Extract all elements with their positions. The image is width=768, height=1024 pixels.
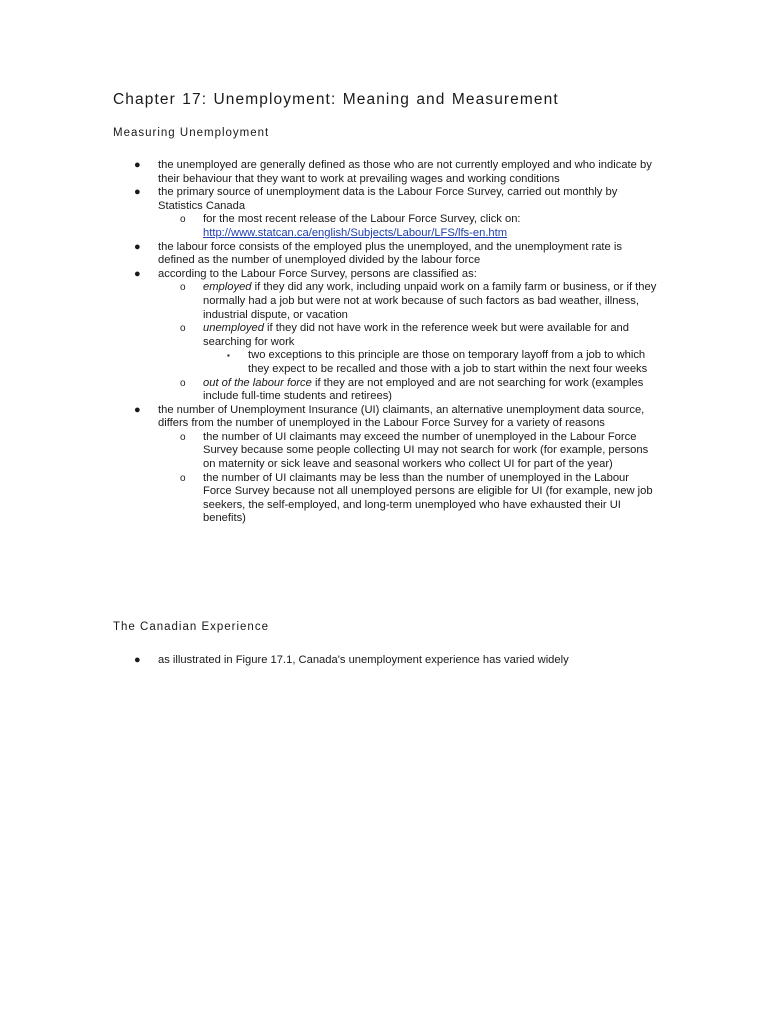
list-item-text: according to the Labour Force Survey, persons are classified as: (158, 267, 477, 280)
bullet-marker: ● (134, 654, 141, 666)
bullet-marker: ● (134, 403, 141, 416)
list-item-text: the primary source of unemployment data is the Labour Force Survey, carried out monthly by Statistics Canada (158, 186, 618, 212)
list-item (134, 159, 658, 186)
term-employed: employed (203, 281, 252, 294)
section-heading-canadian-experience: The Canadian Experience (113, 621, 269, 633)
list-item (180, 376, 658, 404)
list-item-text: the unemployed are generally defined as those who are not currently employed and who indicate by their behaviour that they want to work at prevailing wages and working conditions (158, 159, 652, 185)
term-out-of-labour-force: out of the labour force (203, 376, 312, 389)
list-item-text: as illustrated in Figure 17.1, Canada's unemployment experience has varied widely (158, 654, 569, 666)
list-item (180, 430, 658, 472)
list-item (180, 322, 658, 349)
list-item-text (203, 281, 658, 322)
list-item-text: the number of UI claimants may exceed the number of unemployed in the Labour Force Survey because some people collecting UI may not search for work (for example, persons on maternity or sick leave and seasonal workers who collect UI for part of the year) (203, 430, 649, 471)
section-heading-measuring: Measuring Unemployment (113, 127, 270, 139)
list-item-text: the number of UI claimants may be less than the number of unemployed in the Labour Force Survey because not all unemployed persons are eligible for UI (for example, new job seekers, the self-employed, and long-term unemployed who have exhausted their UI benefits) (203, 471, 653, 525)
term-employed-definition: if they did any work, including unpaid work on a family farm or business, or if they normally had a job but were not at work because of such factors as bad weather, illness, industrial dispute, or vacation (203, 281, 657, 321)
list-item-text: the labour force consists of the employed plus the unemployed, and the unemployment rate is defined as the number of unemployed divided by the labour force (158, 240, 622, 267)
list-item (134, 403, 658, 431)
list-item (134, 654, 658, 668)
list-item (180, 281, 658, 322)
canadian-experience-list (0, 654, 768, 668)
list-item-text (203, 377, 658, 404)
bullet-marker: ● (134, 159, 141, 171)
list-item (134, 186, 658, 213)
term-out-of-labour-force-definition: if they are not employed and are not searching for work (examples include full-time students and retirees) (203, 376, 644, 403)
statcan-lfs-link[interactable]: http://www.statcan.ca/english/Subjects/Labour/LFS/lfs-en.htm (203, 226, 508, 239)
circle-marker: o (180, 377, 186, 389)
circle-marker: o (180, 282, 186, 294)
circle-marker: o (180, 214, 186, 226)
list-item (180, 471, 658, 526)
circle-marker: o (180, 323, 186, 335)
list-item-text: two exceptions to this principle are those on temporary layoff from a job to which they expect to be recalled and those with a job to start within the next four weeks (248, 349, 648, 375)
bullet-marker: ● (134, 267, 141, 280)
bullet-marker: ● (134, 186, 141, 199)
bullet-marker: ● (134, 240, 141, 253)
list-item-text: the number of Unemployment Insurance (UI) claimants, an alternative unemployment data source, differs from the number of unemployed in the Labour Force Survey for a variety of reasons (158, 403, 645, 430)
term-unemployed: unemployed (203, 322, 264, 335)
measuring-list (0, 159, 768, 526)
chapter-title: Chapter 17: Unemployment: Meaning and Measurement (113, 91, 559, 108)
list-item (227, 349, 658, 376)
list-item (134, 240, 658, 268)
square-marker: ▪ (227, 351, 230, 361)
list-item (180, 213, 658, 240)
list-item-text (203, 322, 658, 349)
circle-marker: o (180, 472, 186, 484)
list-item (134, 267, 658, 282)
lfs-release-text: for the most recent release of the Labour Force Survey, click on: (203, 213, 521, 226)
circle-marker: o (180, 431, 186, 443)
list-item-text (203, 213, 658, 240)
term-unemployed-definition: if they did not have work in the reference week but were available for and searching for work (203, 322, 629, 348)
